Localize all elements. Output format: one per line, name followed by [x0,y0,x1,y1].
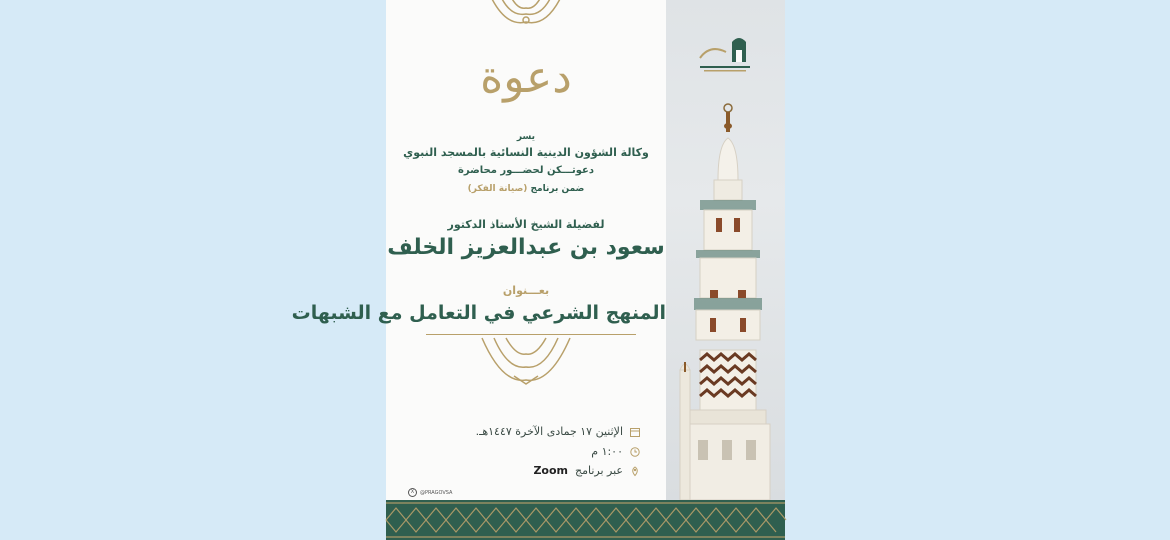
speaker-name: سعود بن عبدالعزيز الخلف [387,235,665,260]
time-row [591,445,640,458]
date-text: الإثنين ١٧ جمادى الآخرة ١٤٤٧هـ. [475,425,623,438]
invitation-content [291,0,666,500]
invitation-poster [291,0,785,540]
x-logo-icon: X [408,488,417,497]
time-text: ١:٠٠ م [591,445,623,458]
invitation-text: دعوتـــكن لحضـــور محاضرة [457,165,595,176]
top-ornament [486,0,566,32]
clock-icon [630,447,640,457]
decorative-footer-band [386,500,785,540]
host-organization: وكالة الشؤون الدينية النسائية بالمسجد النبوي [403,146,649,159]
mosque-logo-icon [696,36,754,78]
footer-pattern [386,500,785,540]
invitation-heading: دعوة [480,52,572,103]
intro-text: يسر [516,132,536,142]
program-prefix: ضمن برنامج [530,184,585,194]
minaret-illustration [666,100,785,500]
middle-ornament [478,336,574,386]
program-line [386,184,666,194]
date-row [476,425,640,438]
speaker-title: لفضيلة الشيخ الأستاذ الدكتور [447,218,605,231]
social-handle [408,488,452,497]
lecture-title: المنهج الشرعي في التعامل مع الشبهات [291,302,666,324]
platform-name: Zoom [533,464,568,477]
location-pin-icon [630,466,640,476]
social-handle-text: @PRAGOVSA [420,489,453,496]
minaret-photo [666,0,785,500]
title-label: بعـــنوان [502,284,550,297]
platform-row [533,464,640,477]
gold-divider [426,334,636,335]
calendar-icon [630,427,640,437]
program-name: (صيانة الفكر) [467,184,528,194]
platform-prefix: عبر برنامج [575,464,623,477]
